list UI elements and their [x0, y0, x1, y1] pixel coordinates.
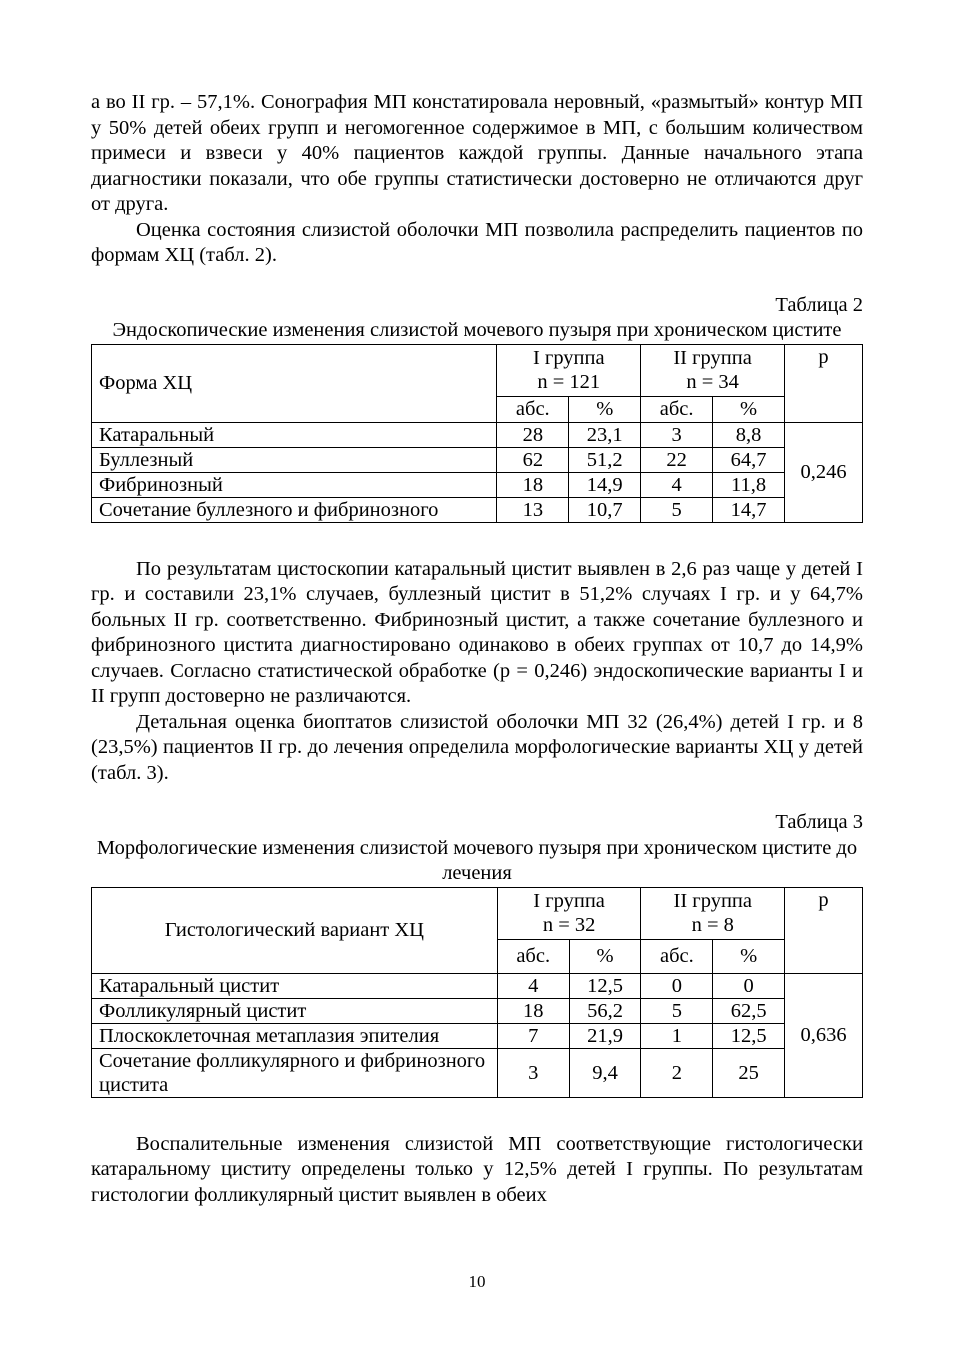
table-3-header-group1: I группа n = 32: [497, 887, 641, 939]
page-number: 10: [468, 1272, 486, 1291]
paragraph-4: Детальная оценка биоптатов слизистой оболочки МП 32 (26,4%) детей I гр. и 8 (23,5%) пациентов II гр. до лечения определила морфологические варианты ХЦ у детей (табл. 3).: [91, 710, 863, 784]
table-2-header-group1: I группа n = 121: [497, 344, 641, 396]
table-2-abs-2: абс.: [641, 396, 713, 422]
table-2-header-form: Форма ХЦ: [92, 344, 497, 422]
table-row: Сочетание буллезного и фибринозного 13 10,7 5 14,7: [92, 497, 863, 522]
table-3-header-p: р: [785, 887, 863, 973]
paragraph-2: Оценка состояния слизистой оболочки МП позволила распределить пациентов по формам ХЦ (табл. 2).: [91, 218, 863, 266]
table-3: [91, 887, 863, 1098]
table-2-pct-1: %: [569, 396, 641, 422]
table-2-abs-1: абс.: [497, 396, 569, 422]
table-3-header-form: Гистологический вариант ХЦ: [92, 887, 498, 973]
table-row: Фолликулярный цистит 18 56,2 5 62,5: [92, 998, 863, 1023]
table-3-p-value: 0,636: [785, 973, 863, 1097]
paragraph-5: Воспалительные изменения слизистой МП соответствующие гистологически катаральному циститу определены только у 12,5% детей I группы. По результатам гистологии фолликулярный цистит выявлен в обеих: [91, 1132, 863, 1206]
table-3-caption: Морфологические изменения слизистой мочевого пузыря при хроническом цистите до лечения: [96, 836, 858, 884]
table-3-label: Таблица 3: [775, 811, 863, 833]
table-row: Катаральный 28 23,1 3 8,8 0,246: [92, 422, 863, 447]
table-row: Фибринозный 18 14,9 4 11,8: [92, 472, 863, 497]
table-3-header-group2: II группа n = 8: [641, 887, 785, 939]
table-2-caption: Эндоскопические изменения слизистой мочевого пузыря при хроническом цистите: [112, 319, 842, 341]
table-3-abs-1: абс.: [497, 939, 569, 973]
paragraph-3: По результатам цистоскопии катаральный цистит выявлен в 2,6 раз чаще у детей I гр. и составили 23,1% случаев, буллезный цистит в 51,2% случаях I гр. и у 64,7% больных II гр. соответственно. Фибринозный цистит, а также сочетание буллезного и фибринозного цистита диагностировано одинаково в обеих группах от 10,7 до 14,9% случаев. Согласно статистической обработке (р = 0,246) эндоскопические варианты I и II групп достоверно не различаются.: [91, 557, 863, 707]
table-2-pct-2: %: [713, 396, 785, 422]
table-2-header-group2: II группа n = 34: [641, 344, 785, 396]
table-2: [91, 344, 863, 523]
table-3-pct-2: %: [713, 939, 785, 973]
table-row: Сочетание фолликулярного и фибринозного цистита 3 9,4 2 25: [92, 1048, 863, 1097]
table-2-p-value: 0,246: [785, 422, 863, 522]
table-row: Плоскоклеточная метаплазия эпителия 7 21,9 1 12,5: [92, 1023, 863, 1048]
table-row: Буллезный 62 51,2 22 64,7: [92, 447, 863, 472]
page-content: [91, 90, 863, 1208]
table-2-label: Таблица 2: [775, 293, 863, 316]
paragraph-1: а во II гр. – 57,1%. Сонография МП констатировала неровный, «размытый» контур МП у 50% детей обеих групп и негомогенное содержимое в МП, с большим количеством примеси и взвеси у 40% пациентов каждой группы. Данные начального этапа диагностики показали, что обе группы статистически достоверно не отличаются друг от друга.: [91, 91, 863, 215]
table-2-header-p: р: [785, 344, 863, 422]
table-row: Катаральный цистит 4 12,5 0 0 0,636: [92, 973, 863, 998]
table-3-abs-2: абс.: [641, 939, 713, 973]
table-3-pct-1: %: [569, 939, 641, 973]
